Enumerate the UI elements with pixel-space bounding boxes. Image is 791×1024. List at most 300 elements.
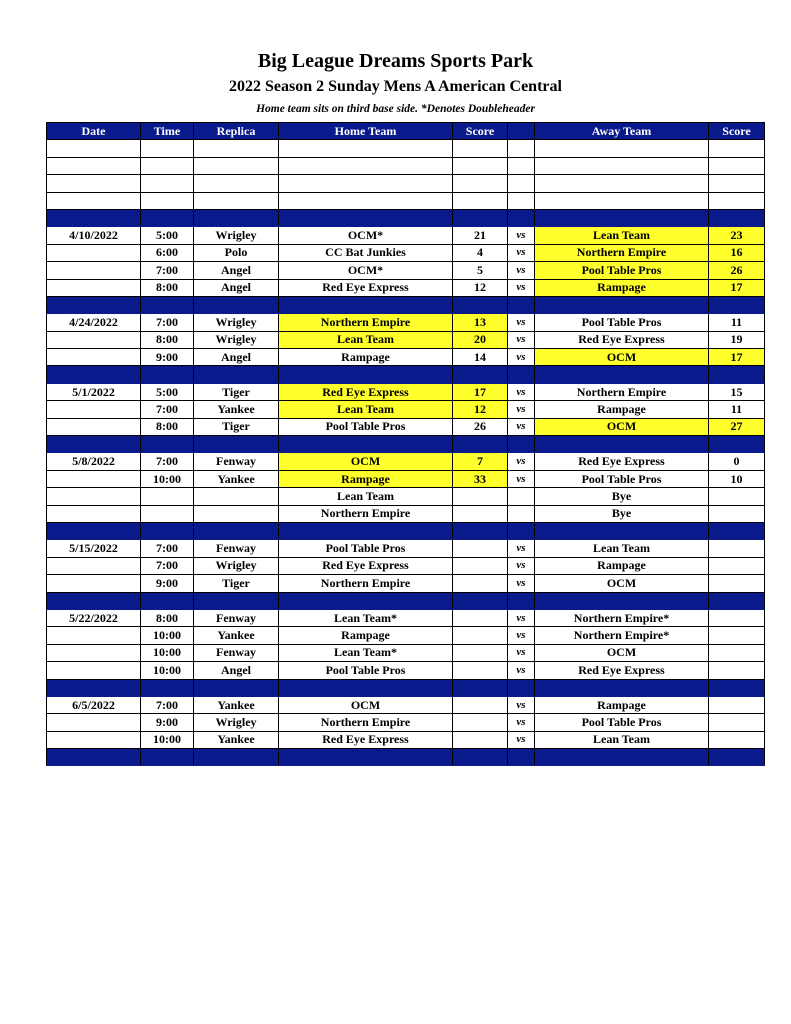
table-row	[47, 244, 765, 261]
separator-cell	[508, 592, 535, 609]
separator-cell	[194, 209, 279, 226]
blank-cell	[453, 192, 508, 209]
cell-time: 9:00	[141, 349, 194, 366]
date-separator-row	[47, 209, 765, 226]
cell-away-score	[709, 731, 765, 748]
separator-cell	[141, 436, 194, 453]
separator-cell	[453, 592, 508, 609]
cell-replica: Fenway	[194, 540, 279, 557]
separator-cell	[141, 749, 194, 766]
blank-cell	[453, 157, 508, 174]
cell-home-score	[453, 714, 508, 731]
cell-time: 10:00	[141, 731, 194, 748]
separator-cell	[194, 366, 279, 383]
table-row	[47, 575, 765, 592]
date-separator-row	[47, 366, 765, 383]
separator-cell	[47, 749, 141, 766]
blank-row	[47, 140, 765, 157]
separator-cell	[194, 592, 279, 609]
cell-away-score: 16	[709, 244, 765, 261]
cell-away-team: OCM	[535, 349, 709, 366]
separator-cell	[709, 296, 765, 313]
separator-cell	[535, 436, 709, 453]
blank-row	[47, 192, 765, 209]
blank-cell	[194, 157, 279, 174]
cell-away-score: 19	[709, 331, 765, 348]
blank-cell	[47, 192, 141, 209]
separator-cell	[279, 522, 453, 539]
separator-cell	[508, 436, 535, 453]
cell-home-team: Red Eye Express	[279, 731, 453, 748]
blank-cell	[709, 157, 765, 174]
separator-cell	[508, 749, 535, 766]
cell-date: 6/5/2022	[47, 696, 141, 713]
cell-vs: vs	[508, 714, 535, 731]
cell-replica: Angel	[194, 662, 279, 679]
separator-cell	[47, 592, 141, 609]
cell-vs: vs	[508, 609, 535, 626]
separator-cell	[709, 679, 765, 696]
separator-cell	[709, 749, 765, 766]
separator-cell	[141, 522, 194, 539]
date-separator-row	[47, 522, 765, 539]
blank-cell	[508, 175, 535, 192]
cell-home-score: 12	[453, 401, 508, 418]
cell-date	[47, 349, 141, 366]
cell-date: 5/1/2022	[47, 383, 141, 400]
table-row	[47, 383, 765, 400]
cell-away-team: Pool Table Pros	[535, 314, 709, 331]
separator-cell	[47, 366, 141, 383]
cell-date	[47, 714, 141, 731]
cell-home-score	[453, 557, 508, 574]
cell-away-team: Pool Table Pros	[535, 470, 709, 487]
separator-cell	[141, 296, 194, 313]
cell-away-score	[709, 644, 765, 661]
separator-cell	[508, 679, 535, 696]
separator-cell	[709, 366, 765, 383]
cell-replica: Tiger	[194, 418, 279, 435]
cell-vs: vs	[508, 557, 535, 574]
cell-time: 10:00	[141, 627, 194, 644]
cell-time: 5:00	[141, 383, 194, 400]
blank-cell	[47, 157, 141, 174]
cell-away-score: 23	[709, 227, 765, 244]
cell-date: 4/24/2022	[47, 314, 141, 331]
separator-cell	[141, 366, 194, 383]
cell-time: 9:00	[141, 714, 194, 731]
cell-time: 7:00	[141, 557, 194, 574]
table-row	[47, 540, 765, 557]
cell-date	[47, 418, 141, 435]
cell-replica: Tiger	[194, 575, 279, 592]
cell-vs: vs	[508, 262, 535, 279]
cell-home-score	[453, 731, 508, 748]
cell-replica: Yankee	[194, 470, 279, 487]
cell-home-team: Lean Team	[279, 488, 453, 505]
cell-home-team: OCM	[279, 696, 453, 713]
cell-home-team: Red Eye Express	[279, 279, 453, 296]
cell-vs: vs	[508, 401, 535, 418]
separator-cell	[141, 679, 194, 696]
cell-home-score: 14	[453, 349, 508, 366]
table-row	[47, 418, 765, 435]
table-row	[47, 714, 765, 731]
separator-cell	[453, 679, 508, 696]
separator-cell	[279, 366, 453, 383]
cell-date	[47, 488, 141, 505]
cell-vs: vs	[508, 540, 535, 557]
cell-date: 5/15/2022	[47, 540, 141, 557]
cell-date: 5/22/2022	[47, 609, 141, 626]
table-row	[47, 696, 765, 713]
separator-cell	[47, 296, 141, 313]
blank-cell	[141, 192, 194, 209]
cell-away-team: Pool Table Pros	[535, 714, 709, 731]
separator-cell	[709, 592, 765, 609]
cell-vs: vs	[508, 279, 535, 296]
cell-date: 4/10/2022	[47, 227, 141, 244]
blank-cell	[709, 175, 765, 192]
cell-date	[47, 244, 141, 261]
separator-cell	[279, 679, 453, 696]
cell-away-team: Northern Empire*	[535, 627, 709, 644]
separator-cell	[279, 749, 453, 766]
cell-home-team: Lean Team*	[279, 609, 453, 626]
separator-cell	[535, 749, 709, 766]
separator-cell	[453, 296, 508, 313]
separator-cell	[508, 366, 535, 383]
cell-home-team: Lean Team*	[279, 644, 453, 661]
cell-home-score: 4	[453, 244, 508, 261]
col-header-vs	[508, 123, 535, 140]
blank-cell	[709, 192, 765, 209]
col-header-time: Time	[141, 123, 194, 140]
cell-home-score: 13	[453, 314, 508, 331]
cell-home-team: OCM	[279, 453, 453, 470]
col-header-away-team: Away Team	[535, 123, 709, 140]
cell-time: 9:00	[141, 575, 194, 592]
cell-home-team: Rampage	[279, 627, 453, 644]
cell-home-score	[453, 609, 508, 626]
cell-date	[47, 401, 141, 418]
cell-date	[47, 279, 141, 296]
cell-vs: vs	[508, 383, 535, 400]
cell-away-team: Bye	[535, 505, 709, 522]
cell-replica: Yankee	[194, 627, 279, 644]
cell-date: 5/8/2022	[47, 453, 141, 470]
table-row	[47, 731, 765, 748]
separator-cell	[508, 296, 535, 313]
cell-away-team: Rampage	[535, 557, 709, 574]
cell-replica: Angel	[194, 279, 279, 296]
blank-cell	[141, 175, 194, 192]
cell-time	[141, 505, 194, 522]
cell-away-score	[709, 575, 765, 592]
cell-replica: Yankee	[194, 731, 279, 748]
separator-cell	[453, 749, 508, 766]
separator-cell	[453, 209, 508, 226]
blank-cell	[709, 140, 765, 157]
table-row	[47, 279, 765, 296]
cell-time: 8:00	[141, 418, 194, 435]
cell-time: 10:00	[141, 470, 194, 487]
cell-away-team: Bye	[535, 488, 709, 505]
schedule-body	[47, 140, 765, 766]
cell-time: 7:00	[141, 453, 194, 470]
cell-away-team: Red Eye Express	[535, 331, 709, 348]
col-header-replica: Replica	[194, 123, 279, 140]
cell-time: 10:00	[141, 662, 194, 679]
table-row	[47, 627, 765, 644]
cell-home-score: 33	[453, 470, 508, 487]
table-row	[47, 262, 765, 279]
cell-date	[47, 557, 141, 574]
blank-cell	[194, 192, 279, 209]
cell-time: 7:00	[141, 540, 194, 557]
table-row	[47, 331, 765, 348]
cell-home-team: Rampage	[279, 349, 453, 366]
cell-away-score: 27	[709, 418, 765, 435]
cell-vs: vs	[508, 349, 535, 366]
schedule-table	[46, 122, 765, 766]
cell-away-score: 10	[709, 470, 765, 487]
page-title: Big League Dreams Sports Park	[257, 50, 534, 72]
cell-replica: Yankee	[194, 401, 279, 418]
cell-home-team: Pool Table Pros	[279, 418, 453, 435]
separator-cell	[141, 592, 194, 609]
cell-home-team: Pool Table Pros	[279, 662, 453, 679]
cell-vs	[508, 488, 535, 505]
separator-cell	[535, 366, 709, 383]
cell-replica: Yankee	[194, 696, 279, 713]
cell-vs: vs	[508, 575, 535, 592]
blank-cell	[141, 140, 194, 157]
cell-away-team: Rampage	[535, 401, 709, 418]
blank-cell	[535, 140, 709, 157]
blank-cell	[508, 140, 535, 157]
separator-cell	[453, 366, 508, 383]
table-row	[47, 505, 765, 522]
cell-home-team: Lean Team	[279, 401, 453, 418]
cell-away-score	[709, 488, 765, 505]
separator-cell	[194, 749, 279, 766]
cell-home-team: Red Eye Express	[279, 557, 453, 574]
cell-date	[47, 331, 141, 348]
cell-away-score	[709, 627, 765, 644]
header-note: Home team sits on third base side. *Denotes Doubleheader	[256, 103, 535, 115]
table-row	[47, 557, 765, 574]
cell-home-score	[453, 662, 508, 679]
col-header-home-score: Score	[453, 123, 508, 140]
cell-home-team: OCM*	[279, 227, 453, 244]
cell-home-score: 26	[453, 418, 508, 435]
cell-vs: vs	[508, 731, 535, 748]
separator-cell	[279, 209, 453, 226]
cell-home-score: 17	[453, 383, 508, 400]
blank-cell	[508, 157, 535, 174]
blank-cell	[279, 175, 453, 192]
cell-replica: Fenway	[194, 644, 279, 661]
separator-cell	[535, 592, 709, 609]
cell-replica: Wrigley	[194, 331, 279, 348]
separator-cell	[535, 209, 709, 226]
cell-away-team: Red Eye Express	[535, 453, 709, 470]
cell-home-score	[453, 575, 508, 592]
date-separator-row	[47, 296, 765, 313]
cell-home-score	[453, 644, 508, 661]
cell-away-score: 11	[709, 401, 765, 418]
separator-cell	[194, 436, 279, 453]
cell-home-team: Lean Team	[279, 331, 453, 348]
table-header-row	[47, 123, 765, 140]
blank-cell	[279, 140, 453, 157]
blank-cell	[279, 192, 453, 209]
cell-time: 10:00	[141, 644, 194, 661]
cell-home-score: 7	[453, 453, 508, 470]
cell-home-team: Red Eye Express	[279, 383, 453, 400]
table-row	[47, 453, 765, 470]
col-header-away-score: Score	[709, 123, 765, 140]
cell-replica: Wrigley	[194, 314, 279, 331]
date-separator-row	[47, 592, 765, 609]
table-row	[47, 349, 765, 366]
cell-time: 5:00	[141, 227, 194, 244]
separator-cell	[709, 436, 765, 453]
separator-cell	[194, 679, 279, 696]
blank-cell	[279, 157, 453, 174]
cell-replica: Angel	[194, 349, 279, 366]
cell-home-score: 12	[453, 279, 508, 296]
cell-vs: vs	[508, 627, 535, 644]
cell-home-team: Pool Table Pros	[279, 540, 453, 557]
cell-home-team: OCM*	[279, 262, 453, 279]
date-separator-row	[47, 749, 765, 766]
blank-cell	[535, 192, 709, 209]
separator-cell	[279, 436, 453, 453]
cell-time: 7:00	[141, 262, 194, 279]
col-header-date: Date	[47, 123, 141, 140]
cell-home-score	[453, 488, 508, 505]
cell-home-team: Rampage	[279, 470, 453, 487]
separator-cell	[194, 296, 279, 313]
cell-replica: Wrigley	[194, 557, 279, 574]
separator-cell	[194, 522, 279, 539]
cell-date	[47, 575, 141, 592]
blank-cell	[194, 175, 279, 192]
cell-date	[47, 644, 141, 661]
table-row	[47, 401, 765, 418]
cell-away-team: Northern Empire	[535, 244, 709, 261]
cell-vs: vs	[508, 453, 535, 470]
table-row	[47, 227, 765, 244]
cell-away-team: Rampage	[535, 279, 709, 296]
cell-away-score	[709, 696, 765, 713]
blank-cell	[47, 175, 141, 192]
cell-away-score: 17	[709, 279, 765, 296]
blank-cell	[535, 175, 709, 192]
separator-cell	[453, 522, 508, 539]
cell-date	[47, 505, 141, 522]
table-row	[47, 488, 765, 505]
cell-time	[141, 488, 194, 505]
cell-away-score: 0	[709, 453, 765, 470]
cell-home-score	[453, 540, 508, 557]
cell-replica: Tiger	[194, 383, 279, 400]
cell-home-team: Northern Empire	[279, 714, 453, 731]
separator-cell	[453, 436, 508, 453]
separator-cell	[508, 209, 535, 226]
cell-away-team: Lean Team	[535, 731, 709, 748]
date-separator-row	[47, 436, 765, 453]
cell-date	[47, 731, 141, 748]
cell-away-team: OCM	[535, 575, 709, 592]
cell-away-score	[709, 662, 765, 679]
page-subtitle: 2022 Season 2 Sunday Mens A American Central	[229, 78, 562, 95]
cell-away-score	[709, 557, 765, 574]
table-row	[47, 314, 765, 331]
cell-home-team: Northern Empire	[279, 314, 453, 331]
cell-vs: vs	[508, 314, 535, 331]
cell-home-team: CC Bat Junkies	[279, 244, 453, 261]
cell-date	[47, 262, 141, 279]
cell-away-score: 26	[709, 262, 765, 279]
separator-cell	[535, 679, 709, 696]
cell-vs: vs	[508, 418, 535, 435]
cell-vs: vs	[508, 227, 535, 244]
date-separator-row	[47, 679, 765, 696]
cell-home-score	[453, 627, 508, 644]
cell-home-score: 5	[453, 262, 508, 279]
cell-replica: Wrigley	[194, 714, 279, 731]
cell-home-team: Northern Empire	[279, 575, 453, 592]
cell-date	[47, 662, 141, 679]
separator-cell	[279, 592, 453, 609]
blank-cell	[535, 157, 709, 174]
table-row	[47, 470, 765, 487]
separator-cell	[47, 522, 141, 539]
cell-vs: vs	[508, 470, 535, 487]
cell-replica	[194, 505, 279, 522]
cell-away-score	[709, 540, 765, 557]
separator-cell	[47, 436, 141, 453]
blank-cell	[141, 157, 194, 174]
blank-cell	[47, 140, 141, 157]
separator-cell	[709, 522, 765, 539]
table-row	[47, 609, 765, 626]
cell-vs: vs	[508, 331, 535, 348]
cell-time: 7:00	[141, 696, 194, 713]
cell-vs: vs	[508, 696, 535, 713]
cell-replica: Wrigley	[194, 227, 279, 244]
cell-away-team: OCM	[535, 418, 709, 435]
cell-replica: Angel	[194, 262, 279, 279]
cell-date	[47, 470, 141, 487]
col-header-home-team: Home Team	[279, 123, 453, 140]
separator-cell	[535, 522, 709, 539]
cell-vs: vs	[508, 662, 535, 679]
cell-time: 8:00	[141, 331, 194, 348]
cell-time: 8:00	[141, 609, 194, 626]
blank-cell	[508, 192, 535, 209]
blank-cell	[194, 140, 279, 157]
cell-replica	[194, 488, 279, 505]
cell-away-score: 17	[709, 349, 765, 366]
cell-away-team: Lean Team	[535, 540, 709, 557]
cell-vs: vs	[508, 244, 535, 261]
cell-home-score: 21	[453, 227, 508, 244]
separator-cell	[47, 679, 141, 696]
